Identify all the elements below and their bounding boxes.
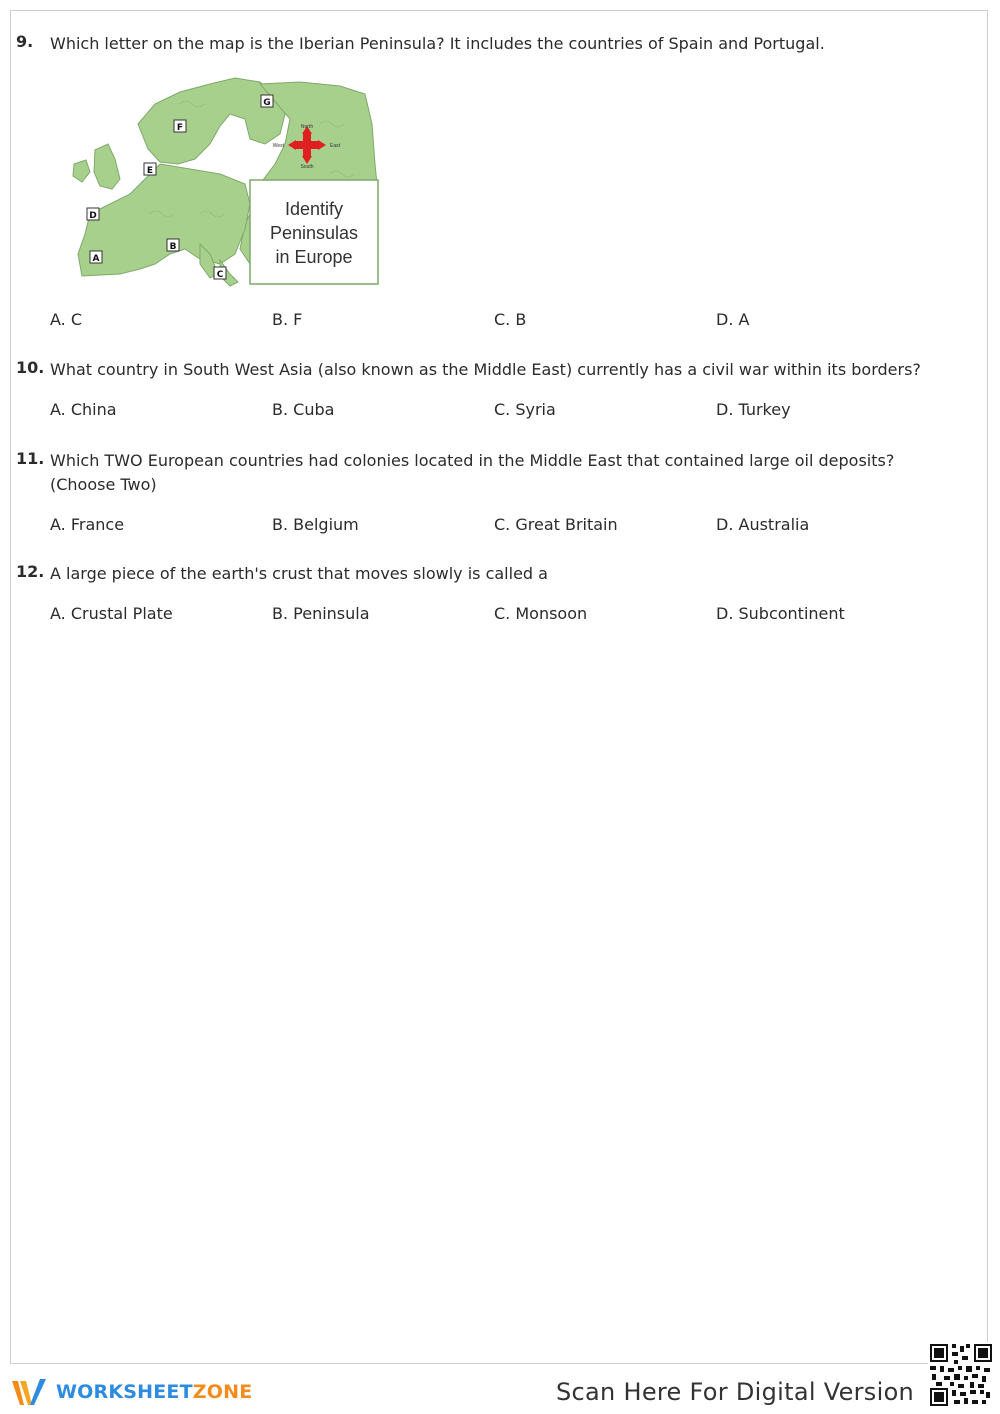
map-caption-line1: Identify — [284, 199, 344, 219]
worksheetzone-logo[interactable] — [10, 1376, 252, 1408]
map-label-g: G — [263, 98, 271, 108]
compass-east: East — [330, 143, 341, 149]
map-label-f: F — [176, 123, 184, 133]
option-d[interactable]: D. A — [716, 310, 750, 329]
option-b[interactable]: B. Peninsula — [272, 604, 370, 623]
option-a[interactable]: A. China — [50, 400, 117, 419]
map-label-a: A — [92, 254, 100, 264]
scan-instruction: Scan Here For Digital Version — [556, 1378, 915, 1406]
question-number: 10. — [16, 358, 45, 377]
option-d[interactable]: D. Turkey — [716, 400, 791, 419]
compass-north: North — [300, 124, 314, 130]
map-caption-line2: Peninsulas — [269, 223, 359, 243]
option-b[interactable]: B. Cuba — [272, 400, 335, 419]
question-number: 9. — [16, 32, 34, 51]
question-number: 11. — [16, 449, 45, 468]
map-label-b: B — [169, 242, 177, 252]
option-c[interactable]: C. Syria — [494, 400, 556, 419]
compass-west: West — [272, 143, 284, 149]
question-text: Which TWO European countries had colonies located in the Middle East that contained large oil deposits? (Choose Two) — [50, 451, 895, 494]
option-d[interactable]: D. Subcontinent — [716, 604, 845, 623]
option-c[interactable]: C. Monsoon — [494, 604, 588, 623]
map-label-e: E — [146, 166, 154, 176]
question-text: What country in South West Asia (also known as the Middle East) currently has a civil war within its borders? — [50, 360, 921, 379]
option-b[interactable]: B. Belgium — [272, 515, 359, 534]
europe-peninsulas-map — [60, 64, 390, 290]
option-a[interactable]: A. France — [50, 515, 125, 534]
option-d[interactable]: D. Australia — [716, 515, 810, 534]
option-a[interactable]: A. C — [50, 310, 83, 329]
question-text: A large piece of the earth's crust that moves slowly is called a — [50, 564, 548, 583]
option-c[interactable]: C. B — [494, 310, 527, 329]
qr-code-icon[interactable] — [928, 1342, 994, 1408]
map-label-d: D — [89, 211, 97, 221]
option-b[interactable]: B. F — [272, 310, 303, 329]
map-label-c: C — [216, 270, 224, 280]
map-caption-line3: in Europe — [275, 247, 353, 267]
logo-w-icon — [10, 1377, 50, 1407]
question-number: 12. — [16, 562, 45, 581]
option-c[interactable]: C. Great Britain — [494, 515, 618, 534]
compass-south: South — [300, 164, 314, 170]
question-text: Which letter on the map is the Iberian Peninsula? It includes the countries of Spain and Portugal. — [50, 34, 825, 53]
logo-text-part1: WORKSHEET — [56, 1381, 193, 1403]
option-a[interactable]: A. Crustal Plate — [50, 604, 173, 623]
logo-text-part2: ZONE — [192, 1381, 253, 1403]
